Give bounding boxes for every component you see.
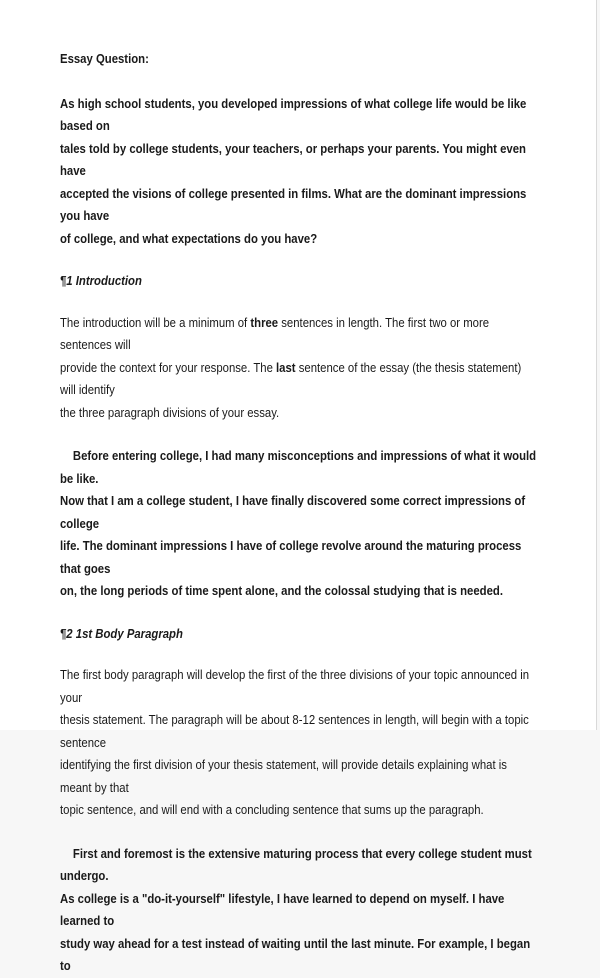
body-instructions: [60, 664, 540, 822]
example-line: life. The dominant impressions I have of college revolve around the maturing process that goes: [60, 538, 522, 576]
intro-example-paragraph: [60, 445, 540, 603]
essay-question-label: Essay Question:: [60, 51, 149, 66]
intro-instruction-line: the three paragraph divisions of your essay.: [60, 404, 280, 420]
example-line: Before entering college, I had many misconceptions and impressions of what it would be like.: [60, 448, 537, 486]
question-line: accepted the visions of college presented in films. What are the dominant impressions you have: [60, 185, 527, 223]
text-run: sentence of the essay (the thesis statement) will identify: [60, 359, 522, 397]
example-line: study way ahead for a test instead of waiting until the last minute. For example, I began to: [60, 935, 531, 973]
intro-instructions: [60, 312, 540, 425]
body-instruction-line: The first body paragraph will develop the first of the three divisions of your topic announced in your: [60, 667, 530, 705]
essay-question-text: [60, 93, 540, 251]
bold-word: last: [276, 359, 296, 375]
intro-heading: ¶1 Introduction: [60, 273, 142, 288]
body-instruction-line: topic sentence, and will end with a concluding sentence that sums up the paragraph.: [60, 802, 484, 817]
example-line: on, the long periods of time spent alone, and the colossal studying that is needed.: [60, 583, 503, 598]
text-run: sentences in length. The first two or more sentences will: [60, 314, 490, 352]
body-instruction-line: identifying the first division of your thesis statement, will provide details explaining what is meant by that: [60, 757, 507, 795]
bold-word: three: [250, 314, 279, 330]
question-line: of college, and what expectations do you have?: [60, 230, 318, 246]
body-example-paragraph: [60, 843, 540, 978]
body-heading: ¶2 1st Body Paragraph: [60, 625, 183, 641]
document-content: [60, 48, 540, 978]
text-run: The introduction will be a minimum of: [60, 314, 251, 330]
example-line: First and foremost is the extensive maturing process that every college student must undergo.: [60, 845, 532, 883]
intro-instruction-line: [60, 312, 540, 357]
question-line: tales told by college students, your teachers, or perhaps your parents. You might even have: [60, 140, 526, 178]
body-instruction-line: thesis statement. The paragraph will be about 8-12 sentences in length, will begin with a topic sentence: [60, 712, 529, 750]
example-line: Now that I am a college student, I have finally discovered some correct impressions of college: [60, 493, 526, 531]
question-line: As high school students, you developed impressions of what college life would be like based on: [60, 95, 527, 133]
example-line: As college is a "do-it-yourself" lifestyle, I have learned to depend on myself. I have learned to: [60, 890, 505, 928]
intro-instruction-line: [60, 357, 540, 402]
text-run: provide the context for your response. The: [60, 359, 277, 375]
